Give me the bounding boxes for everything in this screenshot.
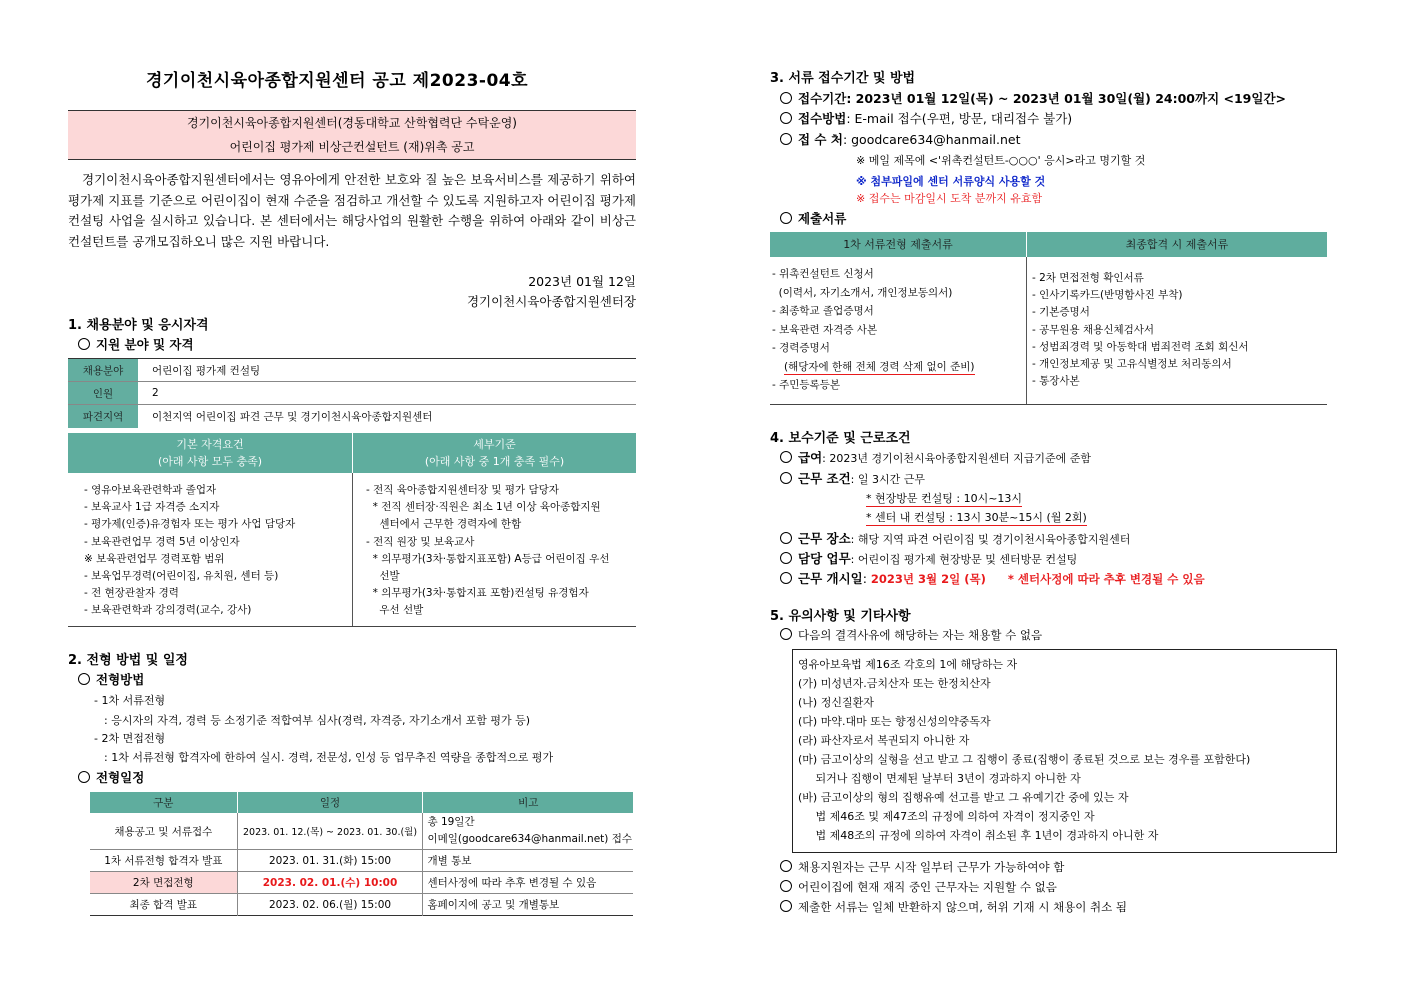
- section-5-heading: 5. 유의사항 및 기타사항: [770, 609, 911, 624]
- circle-bullet-icon: [780, 212, 792, 224]
- list-item: - 보육업무경력(어린이집, 유치원, 센터 등): [84, 570, 279, 582]
- table-row: 1차 서류전형 합격자 발표 2023. 01. 31.(화) 15:00 개별 통보: [90, 850, 633, 872]
- divider: [352, 473, 353, 626]
- basic-req-header: 기본 자격요건 (아래 사항 모두 충족): [68, 433, 352, 473]
- circle-bullet-icon: [78, 338, 90, 350]
- schedule-header: 일정: [237, 792, 423, 813]
- list-item: (마) 금고이상의 실형을 선고 받고 그 집행이 종료(집행이 종료된 것으로 보는 경우를 포함한다): [798, 753, 1251, 766]
- intro-paragraph: 경기이천시육아종합지원센터에서는 영유아에게 안전한 보호와 질 높은 보육서비스를 제공하기 위하여 평가제 지표를 기준으로 어린이집이 현재 수준을 점검하고 개선할 수 있도록 지원하고자 어린이집 평가제 컨설팅 사업을 실시하고 있습니다. 본 센터에서는 해당사업의 원활한 수행을 위하여 아래와 같이 비상근컨설턴트를 공개모집하오니 많은 지원 바랍니다.: [68, 172, 636, 249]
- note-2: ※ 첨부파일에 센터 서류양식 사용할 것: [856, 175, 1046, 188]
- page-title: 경기이천시육아종합지원센터 공고 제2023-04호: [146, 71, 529, 91]
- receipt-period: 접수기간: 2023년 01월 12일(목) ~ 2023년 01월 30일(월) 24:00까지 <19일간>: [780, 89, 1286, 107]
- list-item: - 평가제(인증)유경험자 또는 평가 사업 담당자: [84, 518, 296, 531]
- list-item: 어린이집에 현재 재직 중인 근무자는 지원할 수 없음: [780, 879, 1057, 895]
- circle-bullet-icon: [780, 112, 792, 124]
- circle-bullet-icon: [780, 451, 792, 463]
- method-2: - 2차 면접전형: [94, 732, 166, 745]
- docs-header-2: 최종합격 시 제출서류: [1027, 232, 1327, 257]
- list-item: - 주민등록등본: [772, 379, 840, 391]
- circle-bullet-icon: [78, 771, 90, 783]
- list-item: - 보육교사 1급 자격증 소지자: [84, 501, 220, 514]
- list-item: * 의무평가(3차·통합지표포함) A등급 어린이집 우선: [366, 552, 610, 565]
- circle-bullet-icon: [780, 532, 792, 544]
- list-item: - 최종학교 졸업증명서: [772, 305, 874, 317]
- method-2-detail: : 1차 서류전형 합격자에 한하여 실시. 경력, 전문성, 인성 등 업무추진 역량을 종합적으로 평가: [104, 751, 554, 764]
- divider: [1026, 257, 1027, 404]
- list-item: - 인사기록카드(반명함사진 부착): [1032, 289, 1183, 302]
- list-item: ※ 보육관련업무 경력포함 범위: [84, 552, 225, 565]
- field-value: 어린이집 평가제 컨설팅: [152, 364, 261, 377]
- list-item: - 보육관련학과 강의경력(교수, 강사): [84, 604, 252, 617]
- detail-req-header: 세부기준 (아래 사항 중 1개 충족 필수): [353, 433, 636, 473]
- list-item: (라) 파산자로서 복권되지 아니한 자: [798, 734, 970, 747]
- notice-date: 2023년 01월 12일: [528, 274, 636, 289]
- list-item: (바) 금고이상의 형의 집행유예 선고를 받고 그 유예기간 중에 있는 자: [798, 791, 1129, 804]
- circle-bullet-icon: [780, 92, 792, 104]
- method-1: - 1차 서류전형: [94, 694, 166, 707]
- band-line-2: 어린이집 평가제 비상근컨설턴트 (재)위촉 공고: [68, 135, 636, 159]
- start-line: 근무 개시일: 2023년 3월 2일 (목) * 센터사정에 따라 추후 변경될 수 있음: [780, 569, 1205, 587]
- field-value: 이천지역 어린이집 파견 근무 및 경기이천시육아종합지원센터: [152, 410, 433, 423]
- field-label: 채용분야: [68, 359, 138, 382]
- list-item: - 경력증명서: [772, 342, 830, 354]
- list-item: (가) 미성년자.금치산자 또는 한정치산자: [798, 677, 991, 690]
- circle-bullet-icon: [780, 472, 792, 484]
- method-1-detail: : 응시자의 자격, 경력 등 소정기준 적합여부 심사(경력, 자격증, 자기소개서 포함 평가 등): [104, 714, 531, 727]
- duty-line: 담당 업무: 어린이집 평가제 현장방문 및 센터방문 컨설팅: [780, 549, 1077, 567]
- section-1-heading: 1. 채용분야 및 응시자격: [68, 318, 209, 333]
- circle-bullet-icon: [780, 880, 792, 892]
- list-item: - 기본증명서: [1032, 306, 1090, 319]
- field-value: 2: [152, 387, 159, 399]
- table-row: 최종 합격 발표 2023. 02. 06.(월) 15:00 홈페이지에 공고 및 개별통보: [90, 894, 633, 916]
- docs-sub: 제출서류: [780, 209, 846, 227]
- list-item: - 전직 원장 및 보육교사: [366, 535, 475, 548]
- section-2-sub1: 전형방법: [78, 670, 144, 688]
- list-item: - 위촉컨설턴트 신청서: [772, 268, 874, 280]
- list-item: - 보육관련 자격증 사본: [772, 323, 878, 336]
- list-item: - 영유아보육관련학과 졸업자: [84, 484, 217, 496]
- list-item: - 성범죄경력 및 아동학대 범죄전력 조회 회신서: [1032, 340, 1249, 353]
- circle-bullet-icon: [780, 133, 792, 145]
- divider: [68, 626, 636, 627]
- circle-bullet-icon: [780, 552, 792, 564]
- band-line-1: 경기이천시육아종합지원센터(경동대학교 산학협력단 수탁운영): [68, 111, 636, 135]
- cond-2: * 센터 내 컨설팅 : 13시 30분~15시 (월 2회): [866, 511, 1087, 524]
- receipt-method: 접수방법: E-mail 접수(우편, 방문, 대리접수 불가): [780, 109, 1072, 127]
- list-item: (다) 마약.대마 또는 향정신성의약중독자: [798, 715, 991, 728]
- table-row: 2차 면접전형 2023. 02. 01.(수) 10:00 센터사정에 따라 추후 변경될 수 있음: [90, 872, 633, 894]
- circle-bullet-icon: [780, 572, 792, 584]
- issuer: 경기이천시육아종합지원센터장: [466, 294, 636, 309]
- circle-bullet-icon: [780, 860, 792, 872]
- list-item: 우선 선발: [366, 604, 424, 617]
- list-item: 선발: [366, 570, 400, 582]
- list-item: - 전 현장관찰자 경력: [84, 587, 179, 600]
- list-item: * 전직 센터장·직원은 최소 1년 이상 육아종합지원: [366, 501, 601, 514]
- circle-bullet-icon: [780, 900, 792, 912]
- field-label: 인원: [68, 382, 138, 405]
- list-item: - 통장사본: [1032, 375, 1080, 388]
- table-row: 채용공고 및 서류접수 2023. 01. 12.(목) ~ 2023. 01. 30.(월) 총 19일간 이메일(goodcare634@hanmail.net) 접수: [90, 813, 633, 850]
- list-item: 센터에서 근무한 경력자에 한함: [366, 518, 522, 531]
- list-item: 법 제46조 및 제47조의 규정에 의하여 자격이 정지중인 자: [798, 810, 1095, 823]
- list-item: 채용지원자는 근무 시작 일부터 근무가 가능하여야 함: [780, 859, 1064, 875]
- list-item: 되거나 집행이 면제된 날부터 3년이 경과하지 아니한 자: [798, 772, 1081, 785]
- schedule-header: 비고: [518, 797, 539, 809]
- field-label: 파견지역: [68, 405, 138, 428]
- list-item: 제출한 서류는 일체 반환하지 않으며, 허위 기재 시 채용이 취소 됨: [780, 899, 1127, 915]
- field-table: [68, 358, 636, 428]
- note-3: ※ 접수는 마감일시 도착 분까지 유효함: [856, 192, 1043, 205]
- list-item: - 전직 육아종합지원센터장 및 평가 담당자: [366, 484, 559, 496]
- circle-bullet-icon: [780, 628, 792, 640]
- divider: [770, 404, 1327, 405]
- section-2-heading: 2. 전형 방법 및 일정: [68, 653, 188, 668]
- list-item: (해당자에 한해 전체 경력 삭제 없이 준비): [784, 360, 975, 373]
- list-item: - 개인정보제공 및 고유식별정보 처리동의서: [1032, 358, 1232, 370]
- receipt-to: 접 수 처: goodcare634@hanmail.net: [780, 130, 1021, 148]
- list-item: (이력서, 자기소개서, 개인정보동의서): [772, 286, 953, 299]
- divider: [68, 159, 636, 160]
- schedule-table: [90, 792, 633, 916]
- pay-line: 급여: 2023년 경기이천시육아종합지원센터 지급기준에 준함: [780, 448, 1091, 466]
- list-item: 법 제48조의 규정에 의하여 자격이 취소된 후 1년이 경과하지 아니한 자: [798, 829, 1159, 842]
- list-item: 영유아보육법 제16조 각호의 1에 해당하는 자: [798, 658, 1018, 671]
- docs-header-1: 1차 서류전형 제출서류: [770, 232, 1026, 257]
- section-4-heading: 4. 보수기준 및 근로조건: [770, 431, 911, 446]
- list-item: * 의무평가(3차·통합지표 포함)컨설팅 유경험자: [366, 587, 589, 600]
- place-line: 근무 장소: 해당 지역 파견 어린이집 및 경기이천시육아종합지원센터: [780, 529, 1130, 547]
- s5-intro: 다음의 결격사유에 해당하는 자는 채용할 수 없음: [780, 627, 1042, 643]
- list-item: - 공무원용 채용신체검사서: [1032, 323, 1155, 336]
- note-1: ※ 메일 제목에 <'위촉컨설턴트-○○○' 응시>라고 명기할 것: [856, 154, 1146, 167]
- schedule-header: 구분: [90, 792, 237, 813]
- circle-bullet-icon: [78, 673, 90, 685]
- list-item: - 2차 면접전형 확인서류: [1032, 272, 1144, 284]
- list-item: - 보육관련업무 경력 5년 이상인자: [84, 535, 240, 548]
- cond-1: * 현장방문 컨설팅 : 10시~13시: [866, 492, 1023, 505]
- section-3-heading: 3. 서류 접수기간 및 방법: [770, 71, 916, 86]
- section-2-sub2: 전형일정: [78, 768, 144, 786]
- list-item: (나) 정신질환자: [798, 696, 874, 709]
- cond-line: 근무 조건: 일 3시간 근무: [780, 469, 925, 487]
- section-1-sub: 지원 분야 및 자격: [78, 335, 194, 353]
